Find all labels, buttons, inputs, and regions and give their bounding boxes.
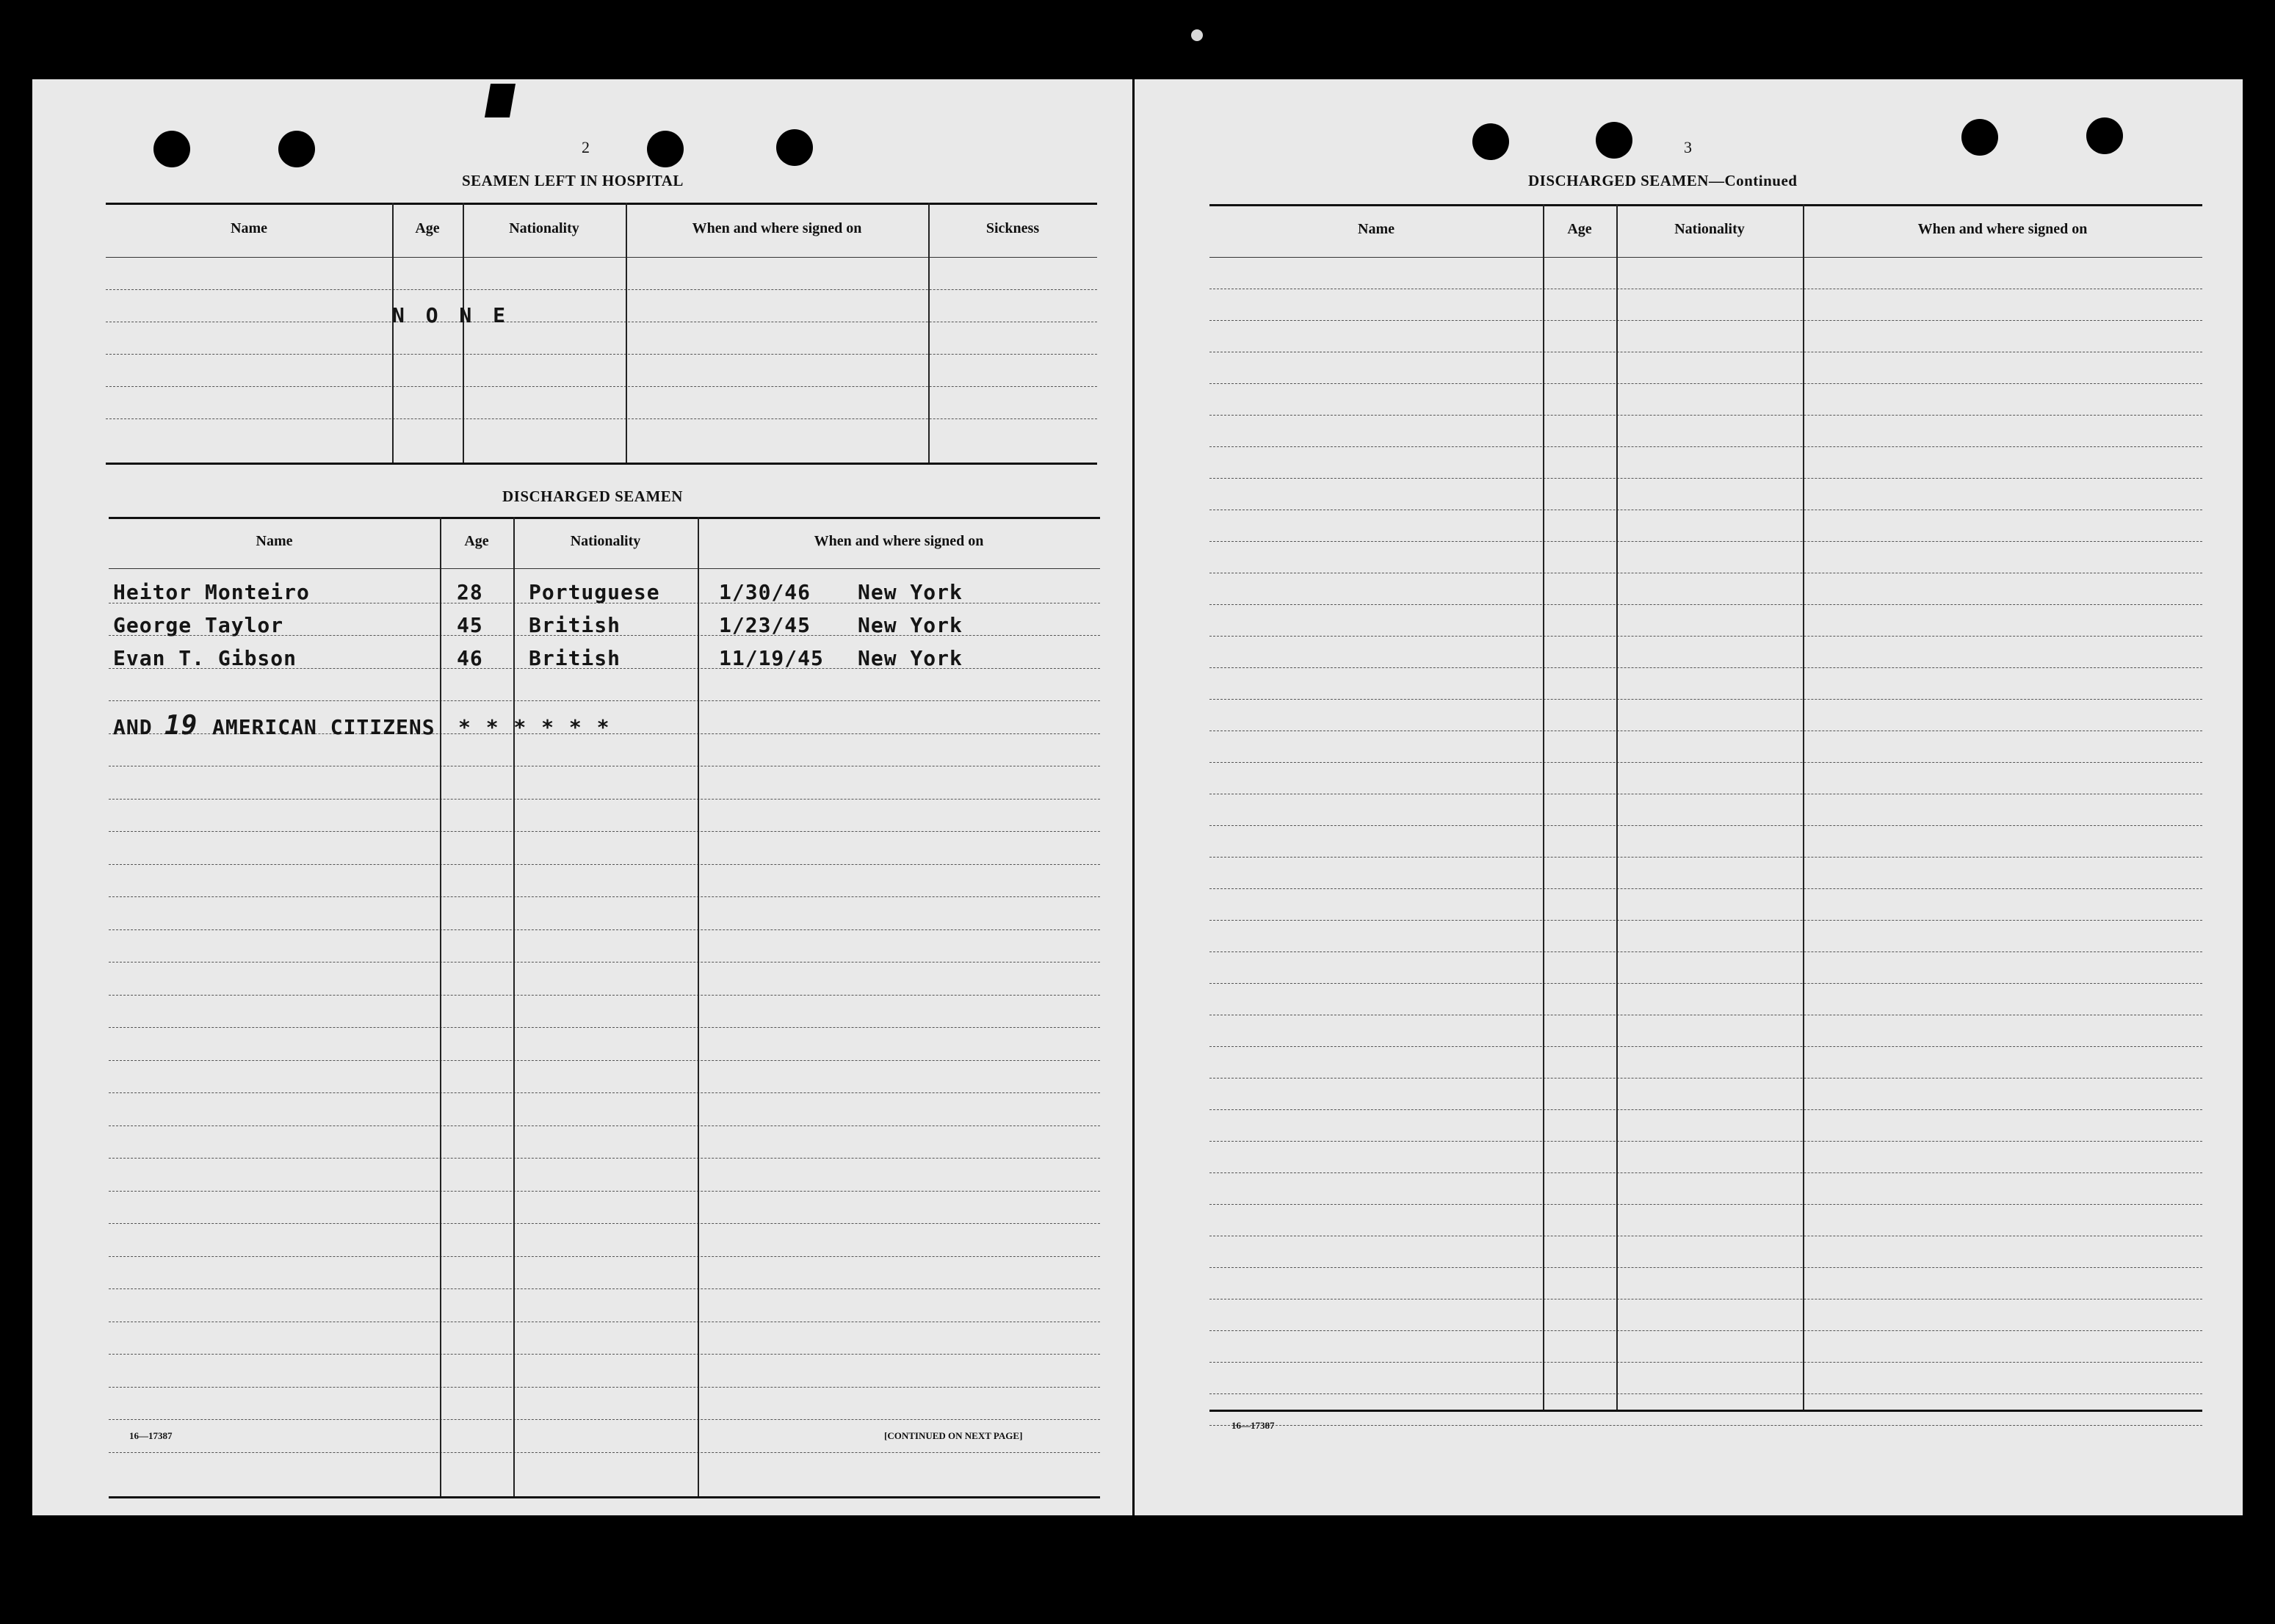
punch-hole	[153, 131, 190, 167]
summary-stars: * * * * * *	[458, 715, 611, 739]
column-header-age: Age	[415, 220, 440, 236]
column-header-sickness: Sickness	[985, 220, 1040, 236]
column-header-nationality: Nationality	[509, 220, 579, 236]
page-number: 2	[582, 138, 590, 156]
column-header-nationality: Nationality	[570, 533, 641, 549]
summary-prefix: AND	[113, 715, 153, 739]
punch-hole	[1596, 122, 1632, 159]
column-header-signed-on: When and where signed on	[1917, 221, 2088, 237]
column-header-age: Age	[1567, 221, 1592, 237]
seaman-nationality: Portuguese	[529, 580, 660, 604]
section-title-discharged-continued: DISCHARGED SEAMEN—Continued	[1528, 172, 1798, 189]
seaman-age: 45	[457, 613, 483, 637]
column-header-name: Name	[256, 533, 293, 549]
form-number: 16—17387	[129, 1430, 173, 1441]
section-title-hospital: SEAMEN LEFT IN HOSPITAL	[462, 172, 684, 189]
summary-american-citizens: AMERICAN CITIZENS	[212, 715, 435, 739]
seaman-nationality: British	[529, 646, 621, 670]
seaman-age: 46	[457, 646, 483, 670]
seaman-signed-on-place: New York	[858, 580, 963, 604]
column-header-nationality: Nationality	[1674, 221, 1745, 237]
punch-hole	[2086, 117, 2123, 154]
punch-hole	[278, 131, 315, 167]
punch-hole	[647, 131, 684, 167]
seaman-signed-on-place: New York	[858, 613, 963, 637]
seaman-signed-on-date: 11/19/45	[719, 646, 824, 670]
seaman-nationality: British	[529, 613, 621, 637]
page-number: 3	[1684, 138, 1692, 156]
scanner-mark	[1191, 29, 1203, 41]
column-header-signed-on: When and where signed on	[814, 533, 984, 549]
seaman-signed-on-place: New York	[858, 646, 963, 670]
summary-count-handwritten: 19	[164, 711, 198, 741]
seaman-signed-on-date: 1/30/46	[719, 580, 811, 604]
column-header-signed-on: When and where signed on	[692, 220, 862, 236]
seaman-name: Heitor Monteiro	[113, 580, 310, 604]
column-header-age: Age	[464, 533, 489, 549]
continued-note: [CONTINUED ON NEXT PAGE]	[884, 1430, 1023, 1441]
punch-hole	[1961, 119, 1998, 156]
seaman-name: Evan T. Gibson	[113, 646, 297, 670]
seaman-name: George Taylor	[113, 613, 284, 637]
column-header-name: Name	[1358, 221, 1395, 237]
punch-hole	[776, 129, 813, 166]
left-page	[32, 79, 1132, 1515]
form-number: 16—17387	[1231, 1420, 1275, 1431]
right-page	[1135, 79, 2243, 1515]
seaman-age: 28	[457, 580, 483, 604]
column-header-name: Name	[231, 220, 267, 236]
seaman-signed-on-date: 1/23/45	[719, 613, 811, 637]
punch-hole	[1472, 123, 1509, 160]
torn-corner-mark	[485, 84, 516, 117]
hospital-entry-none: N O N E	[392, 303, 510, 327]
section-title-discharged: DISCHARGED SEAMEN	[502, 487, 683, 505]
